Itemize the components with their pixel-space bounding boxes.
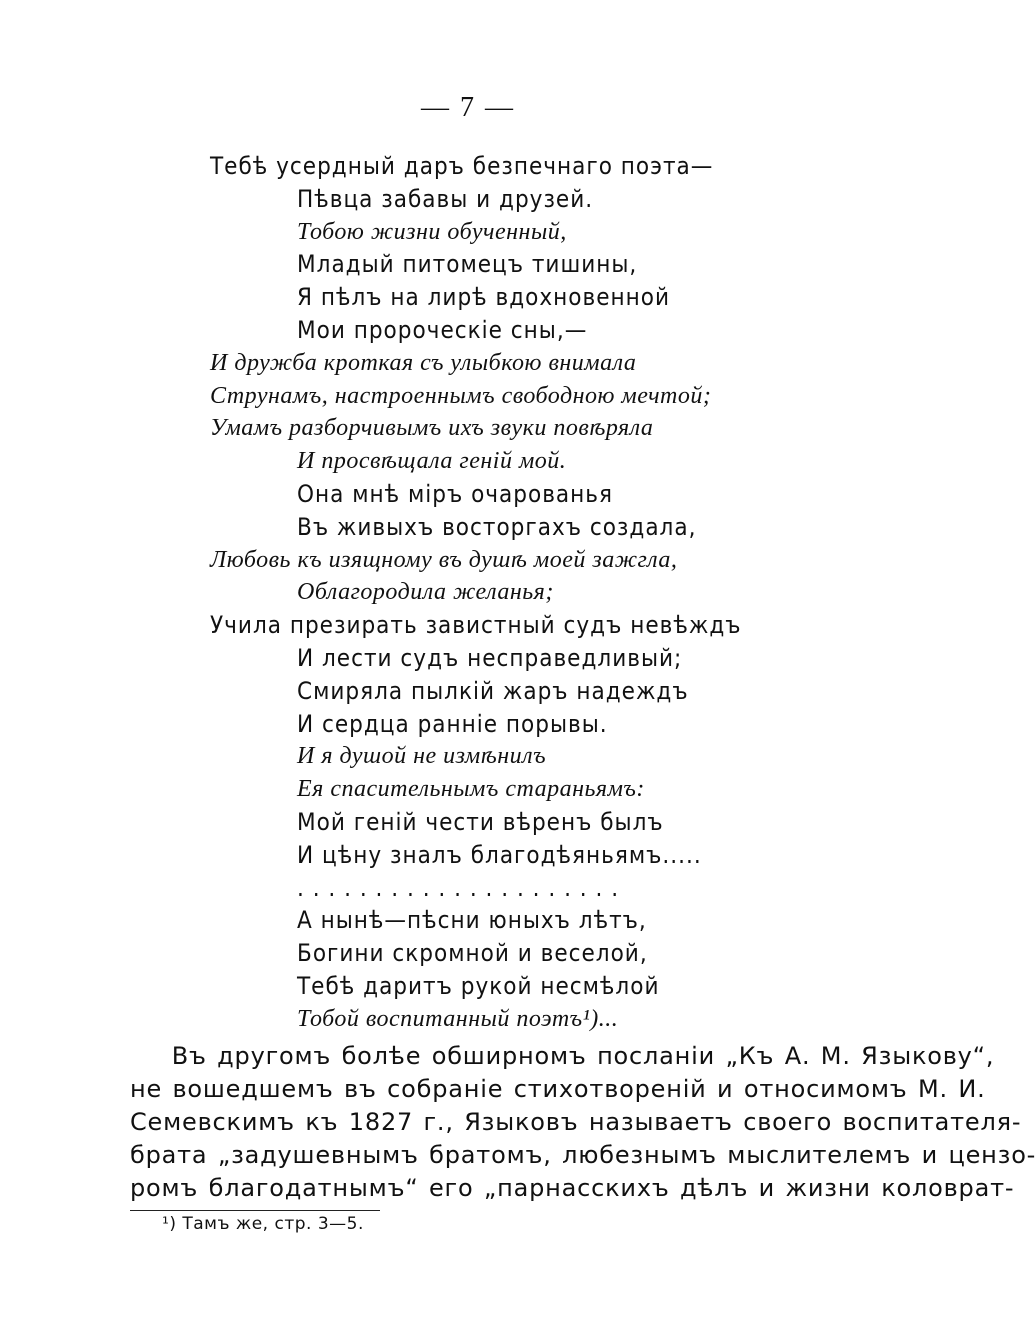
poem-line: А нынѣ—пѣсни юныхъ лѣтъ, [297, 906, 647, 935]
poem-line: Смиряла пылкій жаръ надеждъ [297, 676, 689, 705]
page-number: — 7 — [421, 92, 515, 123]
poem-line: И дружба кроткая съ улыбкою внимала [210, 349, 637, 376]
poem-line: Богини скромной и веселой, [297, 939, 648, 968]
prose-line: не вошедшемъ въ собраніе стихотвореній и относимомъ М. И. [130, 1075, 986, 1103]
poem-line: Тобой воспитанный поэтъ¹)... [297, 1005, 619, 1032]
poem-line: Тобою жизни обученный, [297, 218, 567, 245]
poem-line: . . . . . . . . . . . . . . . . . . . . . [297, 873, 620, 902]
poem-line: Мой геній чести вѣренъ былъ [297, 808, 664, 836]
poem-line: И я душой не измѣнилъ [297, 743, 547, 770]
poem-line: Любовь къ изящному въ душѣ моей зажгла, [210, 546, 678, 573]
prose-line: ромъ благодатнымъ“ его „парнасскихъ дѣлъ и жизни коловрат- [130, 1174, 1015, 1202]
poem-line: Облагородила желанья; [297, 579, 554, 606]
poem-line: Струнамъ, настроеннымъ свободною мечтой; [210, 382, 712, 409]
prose-line: Семевскимъ къ 1827 г., Языковъ называетъ своего воспитателя- [130, 1108, 1022, 1136]
poem-line: И лести судъ несправедливый; [297, 644, 683, 672]
poem-line: Тебѣ усердный даръ безпечнаго поэта— [210, 152, 714, 180]
poem-line: И просвѣщала геній мой. [297, 448, 567, 475]
poem-line: Умамъ разборчивымъ ихъ звуки повѣряла [210, 415, 654, 442]
poem-line: Ея спасительнымъ стараньямъ: [297, 776, 645, 803]
poem-line: Въ живыхъ восторгахъ создала, [297, 512, 697, 541]
poem-line: И сердца ранніе порывы. [297, 709, 608, 738]
poem-line: Она мнѣ міръ очарованья [297, 480, 613, 508]
poem-line: Мои пророческіе сны,— [297, 316, 588, 344]
poem-line: Учила презирать завистный судъ невѣждъ [210, 611, 742, 640]
footnote: ¹) Тамъ же, стр. 3—5. [162, 1214, 364, 1234]
poem-line: Тебѣ даритъ рукой несмѣлой [297, 972, 660, 1000]
prose-line: брата „задушевнымъ братомъ, любезнымъ мыслителемъ и цензо- [130, 1141, 1036, 1169]
prose-line: Въ другомъ болѣе обширномъ посланіи „Къ А. М. Языкову“, [130, 1042, 995, 1070]
poem-line: Пѣвца забавы и друзей. [297, 184, 594, 213]
footnote-divider [130, 1210, 380, 1211]
poem-line: Я пѣлъ на лирѣ вдохновенной [297, 283, 670, 312]
poem-line: Младый питомецъ тишины, [297, 250, 638, 279]
poem-line: И цѣну зналъ благодѣяньямъ..... [297, 840, 702, 869]
